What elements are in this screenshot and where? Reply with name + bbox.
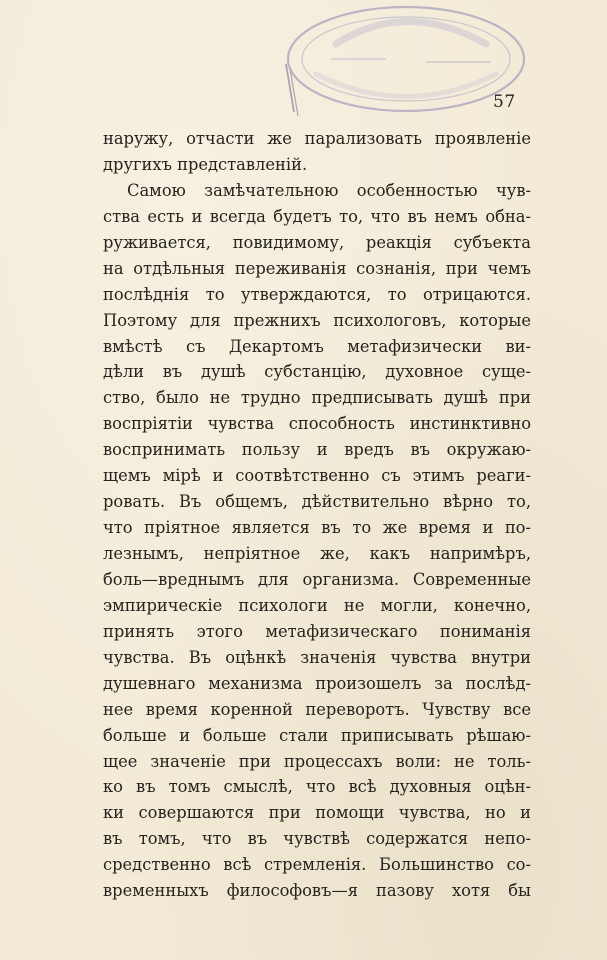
text-line: ки совершаются при помощи чувства, но и bbox=[103, 803, 531, 823]
text-line: наружу, отчасти же парализовать проявленіе bbox=[103, 129, 531, 148]
text-line: вмѣстѣ съ Декартомъ метафизически ви- bbox=[103, 336, 531, 356]
text-line: нее время коренной переворотъ. Чувству все bbox=[103, 699, 531, 719]
text-line: ство, было не трудно предписывать душѣ при bbox=[103, 388, 531, 408]
text-line: эмпирическіе психологи не могли, конечно, bbox=[103, 595, 531, 615]
text-line: душевнаго механизма произошелъ за послѣд- bbox=[103, 673, 531, 693]
text-line: въ томъ, что въ чувствѣ содержатся непо- bbox=[103, 829, 531, 849]
library-stamp bbox=[276, 4, 526, 124]
text-line: боль—вреднымъ для организма. Современные bbox=[103, 569, 531, 589]
text-line: щемъ мірѣ и соотвѣтственно съ этимъ реаги- bbox=[103, 466, 531, 486]
page-number: 57 bbox=[493, 92, 516, 112]
text-line: воспринимать пользу и вредъ въ окружаю- bbox=[103, 440, 531, 460]
text-line: ко въ томъ смыслѣ, что всѣ духовныя оцѣн- bbox=[103, 777, 531, 797]
text-line: воспріятіи чувства способность инстинктивно bbox=[103, 414, 531, 434]
text-line: руживается, повидимому, реакція субъекта bbox=[103, 232, 531, 252]
text-line: другихъ представленій. bbox=[103, 154, 308, 174]
text-line: лезнымъ, непріятное же, какъ напримѣръ, bbox=[103, 544, 531, 563]
text-line: на отдѣльныя переживанія сознанія, при чемъ bbox=[103, 258, 531, 278]
text-line: Поэтому для прежнихъ психологовъ, которые bbox=[103, 310, 531, 330]
text-line: что пріятное является въ то же время и по- bbox=[103, 518, 531, 538]
text-line: средственно всѣ стремленія. Большинство со- bbox=[103, 855, 531, 875]
text-line: временныхъ философовъ—я пазову хотя бы bbox=[103, 881, 531, 901]
text-line: дѣли въ душѣ субстанцію, духовное суще- bbox=[103, 362, 531, 382]
text-line: послѣднія то утверждаются, то отрицаются. bbox=[103, 284, 531, 304]
text-line: больше и больше стали приписывать рѣшаю- bbox=[103, 725, 531, 745]
text-line: принять этого метафизическаго пониманія bbox=[103, 621, 531, 641]
text-line: щее значеніе при процессахъ воли: не толь- bbox=[103, 751, 531, 771]
text-line: ровать. Въ общемъ, дѣйствительно вѣрно то, bbox=[103, 492, 531, 512]
body-text bbox=[103, 126, 531, 904]
text-line: чувства. Въ оцѣнкѣ значенія чувства внутри bbox=[103, 647, 531, 667]
text-line: ства есть и всегда будетъ то, что въ немъ обна- bbox=[103, 206, 531, 226]
text-line: Самою замѣчательною особенностью чув- bbox=[127, 180, 531, 200]
